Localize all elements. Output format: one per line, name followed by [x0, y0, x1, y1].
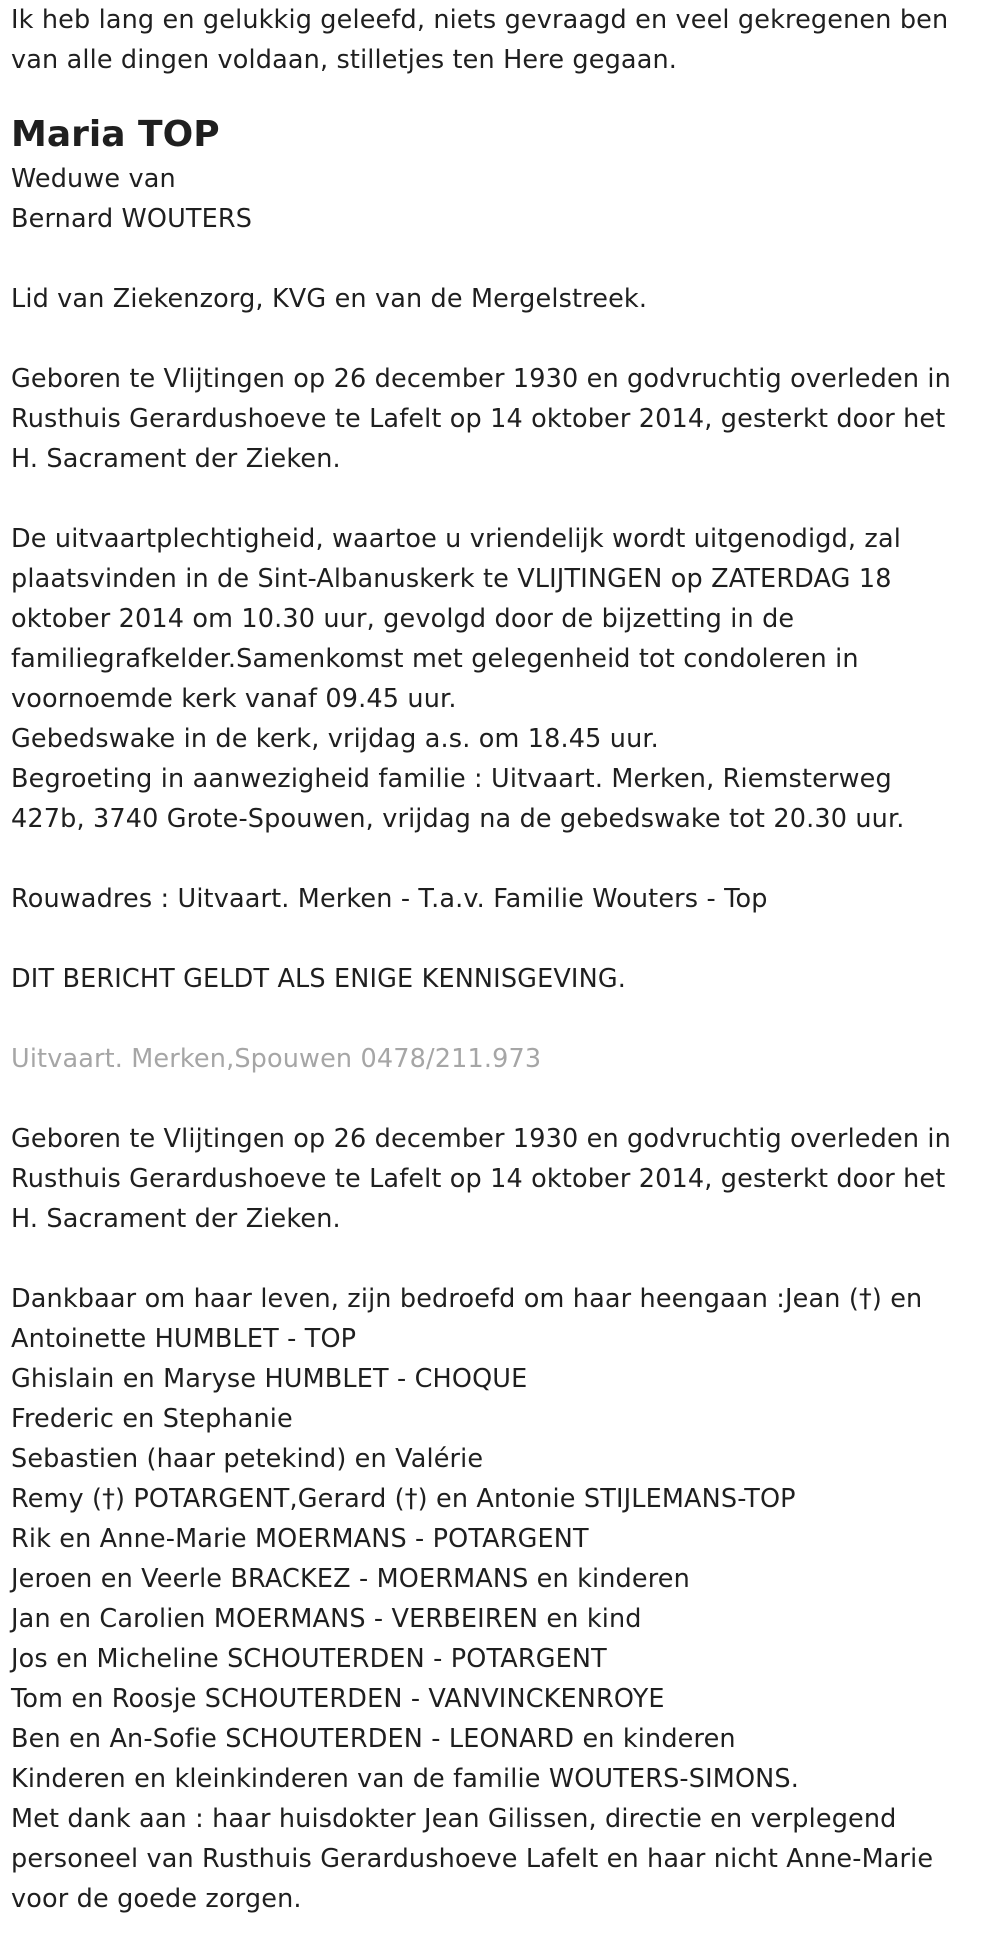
birth-death-repeat-block: [11, 1119, 991, 1239]
widow-of-label: Weduwe van: [11, 164, 176, 194]
birth-death-line: H. Sacrament der Zieken.: [11, 1204, 341, 1234]
family-line: Jeroen en Veerle BRACKEZ - MOERMANS en kinderen: [11, 1564, 690, 1594]
sole-notice: DIT BERICHT GELDT ALS ENIGE KENNISGEVING.: [11, 964, 626, 994]
funeral-block: [11, 519, 991, 839]
birth-death-line: H. Sacrament der Zieken.: [11, 444, 341, 474]
funeral-line: familiegrafkelder.Samenkomst met gelegenheid tot condoleren in: [11, 644, 859, 674]
deceased-name: Maria TOP: [11, 114, 220, 155]
family-line: Jan en Carolien MOERMANS - VERBEIREN en kind: [11, 1604, 642, 1634]
birth-death-line: Geboren te Vlijtingen op 26 december 1930 en godvruchtig overleden in: [11, 1124, 951, 1154]
wake-line: Gebedswake in de kerk, vrijdag a.s. om 18.45 uur.: [11, 724, 659, 754]
family-line: Rik en Anne-Marie MOERMANS - POTARGENT: [11, 1524, 589, 1554]
family-line: Jos en Micheline SCHOUTERDEN - POTARGENT: [11, 1644, 607, 1674]
family-line: Dankbaar om haar leven, zijn bedroefd om haar heengaan :Jean (†) en: [11, 1284, 923, 1314]
greeting-line: Begroeting in aanwezigheid familie : Uitvaart. Merken, Riemsterweg: [11, 764, 892, 794]
funeral-line: plaatsvinden in de Sint-Albanuskerk te VLIJTINGEN op ZATERDAG 18: [11, 564, 892, 594]
thanks-line: voor de goede zorgen.: [11, 1884, 302, 1914]
family-line: Remy (†) POTARGENT,Gerard (†) en Antonie STIJLEMANS-TOP: [11, 1484, 796, 1514]
thanks-line: personeel van Rusthuis Gerardushoeve Lafelt en haar nicht Anne-Marie: [11, 1844, 934, 1874]
birth-death-line: Rusthuis Gerardushoeve te Lafelt op 14 oktober 2014, gesterkt door het: [11, 404, 946, 434]
mourning-address: Rouwadres : Uitvaart. Merken - T.a.v. Familie Wouters - Top: [11, 884, 768, 914]
thanks-line: Met dank aan : haar huisdokter Jean Gilissen, directie en verplegend: [11, 1804, 897, 1834]
widow-of-block: [11, 159, 991, 239]
family-line: Kinderen en kleinkinderen van de familie WOUTERS-SIMONS.: [11, 1764, 799, 1794]
family-list: [11, 1279, 991, 1919]
family-line: Sebastien (haar petekind) en Valérie: [11, 1444, 484, 1474]
greeting-line: 427b, 3740 Grote-Spouwen, vrijdag na de gebedswake tot 20.30 uur.: [11, 804, 905, 834]
funeral-line: oktober 2014 om 10.30 uur, gevolgd door de bijzetting in de: [11, 604, 795, 634]
family-line: Ben en An-Sofie SCHOUTERDEN - LEONARD en kinderen: [11, 1724, 736, 1754]
spouse-name: Bernard WOUTERS: [11, 204, 253, 234]
intro-quote: [11, 0, 991, 80]
family-line: Tom en Roosje SCHOUTERDEN - VANVINCKENROYE: [11, 1684, 665, 1714]
intro-line: van alle dingen voldaan, stilletjes ten Here gegaan.: [11, 45, 678, 75]
intro-line: Ik heb lang en gelukkig geleefd, niets gevraagd en veel gekregenen ben: [11, 5, 949, 35]
funeral-line: De uitvaartplechtigheid, waartoe u vriendelijk wordt uitgenodigd, zal: [11, 524, 901, 554]
family-line: Antoinette HUMBLET - TOP: [11, 1324, 357, 1354]
family-line: Ghislain en Maryse HUMBLET - CHOQUE: [11, 1364, 528, 1394]
obituary-document: [11, 0, 991, 1919]
birth-death-block: [11, 359, 991, 479]
membership-text: Lid van Ziekenzorg, KVG en van de Mergelstreek.: [11, 284, 648, 314]
birth-death-line: Geboren te Vlijtingen op 26 december 1930 en godvruchtig overleden in: [11, 364, 951, 394]
funeral-line: voornoemde kerk vanaf 09.45 uur.: [11, 684, 457, 714]
family-line: Frederic en Stephanie: [11, 1404, 293, 1434]
birth-death-line: Rusthuis Gerardushoeve te Lafelt op 14 oktober 2014, gesterkt door het: [11, 1164, 946, 1194]
undertaker-contact: Uitvaart. Merken,Spouwen 0478/211.973: [11, 1044, 542, 1074]
